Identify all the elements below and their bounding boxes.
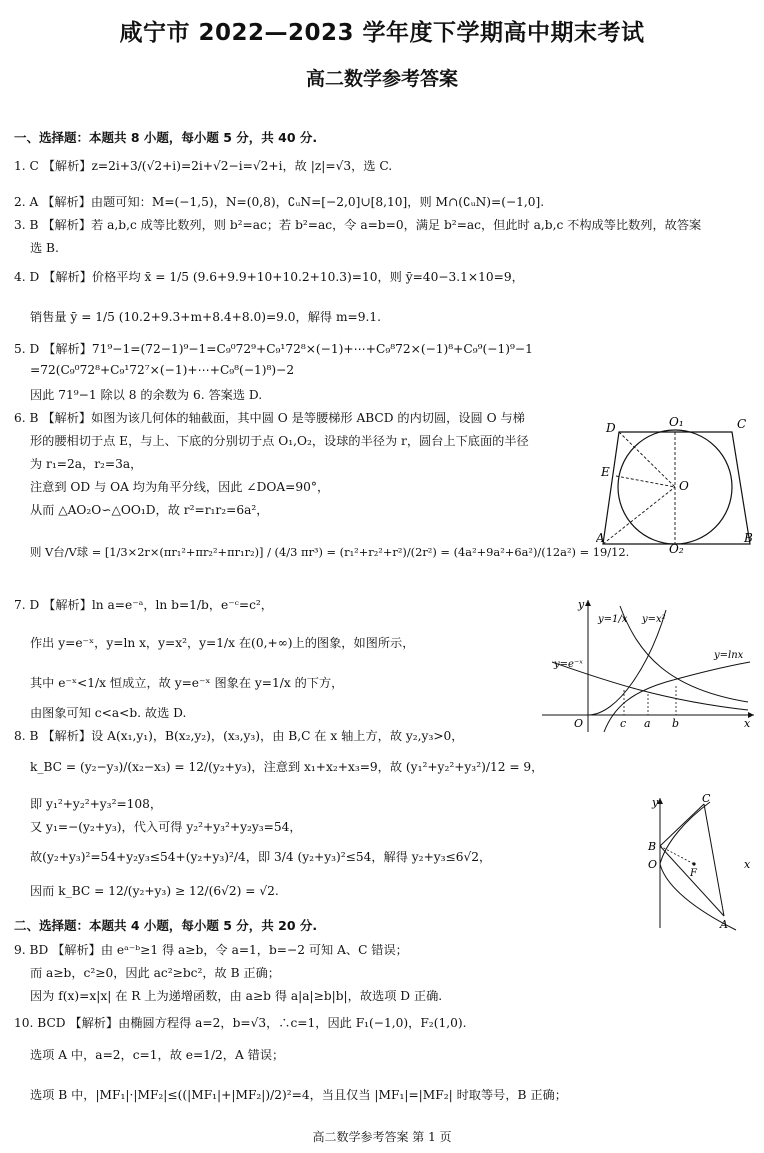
label-x-axis: x xyxy=(744,858,751,871)
answer-line: 故(y₂+y₃)²=54+y₂y₃≤54+(y₂+y₃)²/4，即 3/4 (y₂+y₃)²≤54，解得 y₂+y₃≤6√2， xyxy=(30,850,492,864)
label-o1: O₁ xyxy=(669,415,684,429)
label-f: F xyxy=(690,868,697,879)
segment-bc xyxy=(660,804,704,846)
answer-line: 4. D 【解析】价格平均 x̄ = 1/5 (9.6+9.9+10+10.2+10.3)=10，则 ȳ=40−3.1×10=9， xyxy=(14,270,524,284)
answer-line: 3. B 【解析】若 a,b,c 成等比数列，则 b²=ac；若 b²=ac，令 a=b=0，满足 b²=ac，但此时 a,b,c 不构成等比数列，故答案 xyxy=(14,218,702,232)
answer-line: k_BC = (y₂−y₃)/(x₂−x₃) = 12/(y₂+y₃)，注意到 x₁+x₂+x₃=9，故 (y₁²+y₂²+y₃²)/12 = 9， xyxy=(30,760,544,774)
label-a: A xyxy=(596,531,605,545)
answer-line: 选项 A 中，a=2，c=1，故 e=1/2，A 错误； xyxy=(30,1048,285,1062)
label-a: a xyxy=(644,717,651,730)
segment-oa xyxy=(603,487,675,544)
answer-line: 因而 k_BC = 12/(y₂+y₃) ≥ 12/(6√2) = √2. xyxy=(30,884,279,898)
answer-line: 其中 e⁻ˣ<1/x 恒成立，故 y=e⁻ˣ 图象在 y=1/x 的下方， xyxy=(30,676,344,690)
label-e: E xyxy=(601,465,610,479)
answer-line: 10. BCD 【解析】由椭圆方程得 a=2，b=√3，∴c=1，因此 F₁(−1,0)，F₂(1,0). xyxy=(14,1016,467,1030)
label-reciprocal: y=1/x xyxy=(598,614,628,625)
label-c: C xyxy=(702,792,711,805)
label-o2: O₂ xyxy=(669,542,684,554)
parabola-triangle-figure xyxy=(646,792,758,932)
answer-line: 作出 y=e⁻ˣ，y=ln x，y=x²，y=1/x 在(0,+∞)上的图象，如图所示， xyxy=(30,636,415,650)
answer-line: 为 r₁=2a，r₂=3a， xyxy=(30,457,143,471)
label-origin: O xyxy=(574,717,584,730)
answer-line: 9. BD 【解析】由 eᵃ⁻ᵇ≥1 得 a≥b，令 a=1，b=−2 可知 A、C 错误； xyxy=(14,943,408,957)
parabola-curve xyxy=(660,802,736,930)
answer-line: 销售量 ȳ = 1/5 (10.2+9.3+m+8.4+8.0)=9.0，解得 m=9.1. xyxy=(30,310,382,324)
answer-line: 1. C 【解析】z=2i+3/(√2+i)=2i+√2−i=√2+i，故 |z|=√3，选 C. xyxy=(14,159,393,173)
segment-od xyxy=(619,432,675,487)
segment-ba xyxy=(660,846,724,916)
answer-line: 形的腰相切于点 E，与上、下底的分别切于点 O₁,O₂，设球的半径为 r，圆台上下底面的半径 xyxy=(30,434,529,448)
answer-line: 6. B 【解析】如图为该几何体的轴截面，其中圆 O 是等腰梯形 ABCD 的内切圆，设圆 O 与梯 xyxy=(14,411,525,425)
label-a: A xyxy=(720,918,728,931)
section-heading-1: 一、选择题：本题共 8 小题，每小题 5 分，共 40 分. xyxy=(14,130,318,145)
answer-line: 则 V台/V球 = [1/3×2r×(πr₁²+πr₂²+πr₁r₂)] / (4/3 πr³) = (r₁²+r₂²+r²)/(2r²) = (4a²+9a²+6a²)/(12a²) = 19/12. xyxy=(30,545,630,559)
trapezoid-shape xyxy=(603,432,750,544)
label-c: c xyxy=(620,717,627,730)
page-subtitle: 高二数学参考答案 xyxy=(305,68,458,90)
answer-line: 由图象可知 c<a<b. 故选 D. xyxy=(30,706,187,720)
answer-line: 选项 B 中，|MF₁|·|MF₂|≤((|MF₁|+|MF₂|)/2)²=4，当且仅当 |MF₁|=|MF₂| 时取等号，B 正确； xyxy=(30,1088,567,1102)
label-ln: y=lnx xyxy=(714,650,744,661)
label-o: O xyxy=(648,858,658,871)
label-c: C xyxy=(737,417,747,431)
section-heading-2: 二、选择题：本题共 4 小题，每小题 5 分，共 20 分. xyxy=(14,918,318,933)
answer-line: 又 y₁=−(y₂+y₃)，代入可得 y₂²+y₃²+y₂y₃=54， xyxy=(30,820,302,834)
label-d: D xyxy=(606,421,616,435)
label-x-axis: x xyxy=(744,717,751,730)
label-exp-neg: y=e⁻ˣ xyxy=(554,659,583,670)
answer-line: 注意到 OD 与 OA 均为角平分线，因此 ∠DOA=90°， xyxy=(30,480,330,494)
segment-ca xyxy=(704,804,724,916)
answer-line: =72(C₉⁰72⁸+C₉¹72⁷×(−1)+⋯+C₉⁸(−1)⁸)−2 xyxy=(30,363,295,377)
focus-point xyxy=(692,862,695,865)
answer-line: 8. B 【解析】设 A(x₁,y₁)，B(x₂,y₂)，(x₃,y₃)，由 B,C 在 x 轴上方，故 y₂,y₃>0， xyxy=(14,729,464,743)
answer-line: 从而 △AO₂O∽△OO₁D，故 r²=r₁r₂=6a²， xyxy=(30,503,269,517)
label-b: b xyxy=(672,717,680,730)
function-graph-figure xyxy=(538,594,760,734)
label-square: y=x² xyxy=(642,614,666,625)
answer-line: 7. D 【解析】ln a=e⁻ᵃ，ln b=1/b，e⁻ᶜ=c²， xyxy=(14,598,273,612)
curve-square xyxy=(588,610,666,715)
answer-line: 而 a≥b，c²≥0，因此 ac²≥bc²，故 B 正确； xyxy=(30,966,280,980)
y-axis-arrow xyxy=(585,600,591,606)
answer-line: 因此 71⁹−1 除以 8 的余数为 6. 答案选 D. xyxy=(30,388,263,402)
answer-line: 5. D 【解析】71⁹−1=(72−1)⁹−1=C₉⁰72⁹+C₉¹72⁸×(−1)+⋯+C₉⁸72×(−1)⁸+C₉⁹(−1)⁹−1 xyxy=(14,342,533,356)
page-title: 咸宁市 2022—2023 学年度下学期高中期末考试 xyxy=(119,20,645,46)
label-y-axis: y xyxy=(652,796,659,809)
label-o: O xyxy=(679,479,689,493)
label-b: B xyxy=(648,840,657,853)
answer-line: 因为 f(x)=x|x| 在 R 上为递增函数，由 a≥b 得 a|a|≥b|b|，故选项 D 正确. xyxy=(30,989,443,1003)
page-footer: 高二数学参考答案 第 1 页 xyxy=(312,1130,452,1144)
trapezoid-circle-figure xyxy=(596,414,760,554)
answer-line: 选 B. xyxy=(30,241,59,255)
answer-line: 即 y₁²+y₂²+y₃²=108， xyxy=(30,797,163,811)
segment-oe xyxy=(616,476,675,487)
label-b: B xyxy=(744,531,753,545)
answer-line: 2. A 【解析】由题可知：M=(−1,5)，N=(0,8)，∁ᵤN=[−2,0]∪[8,10]，则 M∩(∁ᵤN)=(−1,0]. xyxy=(14,195,545,209)
label-y-axis: y xyxy=(578,598,585,611)
median-line xyxy=(660,846,694,864)
